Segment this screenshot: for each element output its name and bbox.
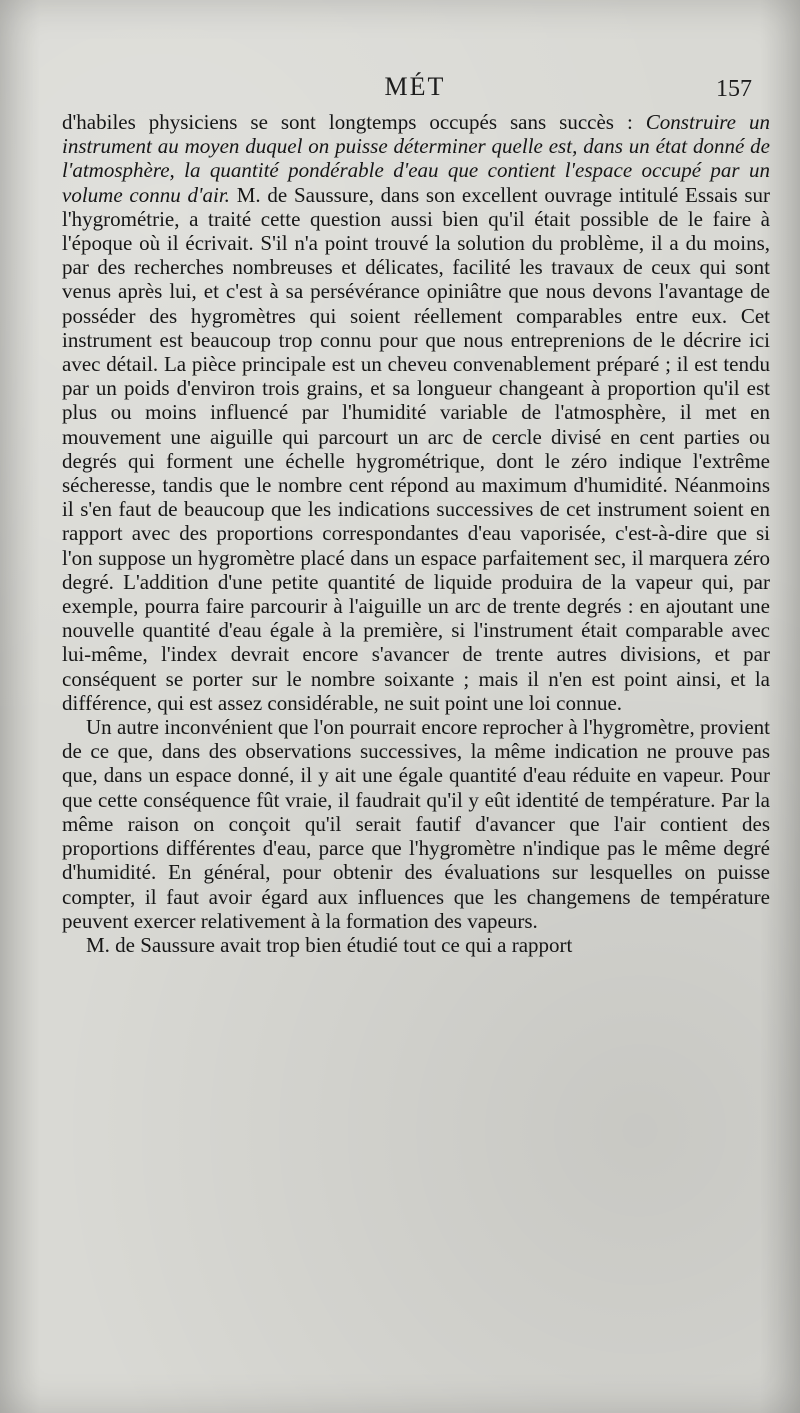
page-header (70, 72, 760, 112)
paragraph-2: Un autre inconvénient que l'on pourrait encore reprocher à l'hygromètre, provient de ce que, dans des observations successives, la même indication ne prouve pas que, dans un espace donné, il y ait une égale quantité d'eau réduite en vapeur. Pour que cette conséquence fût vraie, il faudrait qu'il y eût identité de température. Par la même raison on conçoit qu'il serait fautif d'avancer que l'air contient des proportions différentes d'eau, parce que l'hygromètre n'indique pas le même degré d'humidité. En général, pour obtenir des évaluations sur lesquelles on puisse compter, il faut avoir égard aux influences que les changemens de température peuvent exercer relativement à la formation des vapeurs. (62, 715, 770, 933)
paragraph-1 (62, 110, 770, 715)
page-number: 157 (716, 76, 752, 102)
paragraph-3: M. de Saussure avait trop bien étudié tout ce qui a rapport (86, 932, 573, 957)
paragraph-1-part-2: M. de Saussure, dans son excellent ouvrage intitulé Essais sur l'hygrométrie, a traité cette question aussi bien qu'il était possible de le faire à l'époque où il écrivait. S'il n'a point trouvé la solution du problème, il a du moins, par des recherches nombreuses et délicates, facilité les travaux de ceux qui sont venus après lui, et c'est à sa persévérance opiniâtre que nous devons l'avantage de posséder des hygromètres qui soient réellement comparables entre eux. Cet instrument est beaucoup trop connu pour que nous entreprenions de le décrire ici avec détail. La pièce principale est un cheveu convenablement préparé ; il est tendu par un poids d'environ trois grains, et sa longueur changeant à proportion qu'il est plus ou moins influencé par l'humidité variable de l'atmosphère, il met en mouvement une aiguille qui parcourt un arc de cercle divisé en cent parties ou degrés qui forment une échelle hygrométrique, dont le zéro indique l'extrême sécheresse, tandis que le nombre cent répond au maximum d'humidité. Néanmoins il s'en faut de beaucoup que les indications successives de cet instrument soient en rapport avec des proportions correspondantes d'eau vaporisée, c'est-à-dire que si l'on suppose un hygromètre placé dans un espace parfaitement sec, il marquera zéro degré. L'addition d'une petite quantité de liquide produira de la vapeur qui, par exemple, pourra faire parcourir à l'aiguille un arc de trente degrés : en ajoutant une nouvelle quantité d'eau égale à la première, si l'instrument était comparable avec lui-même, l'index devrait encore s'avancer de trente autres divisions, et par conséquent se porter sur le nombre soixante ; mais il n'en est point ainsi, et la différence, qui est assez considérable, ne suit point une loi connue. (62, 182, 770, 715)
main-text (62, 110, 770, 957)
running-head: MÉT (384, 72, 446, 101)
paragraph-1-italic: Construire un instrument au moyen duquel on puisse déterminer quelle est, dans un état donné de l'atmosphère, la quantité pondérable d'eau que contient l'espace occupé par un volume connu d'air. (62, 110, 770, 207)
paragraph-1-part-1: d'habiles physiciens se sont longtemps occupés sans succès : (62, 110, 646, 134)
